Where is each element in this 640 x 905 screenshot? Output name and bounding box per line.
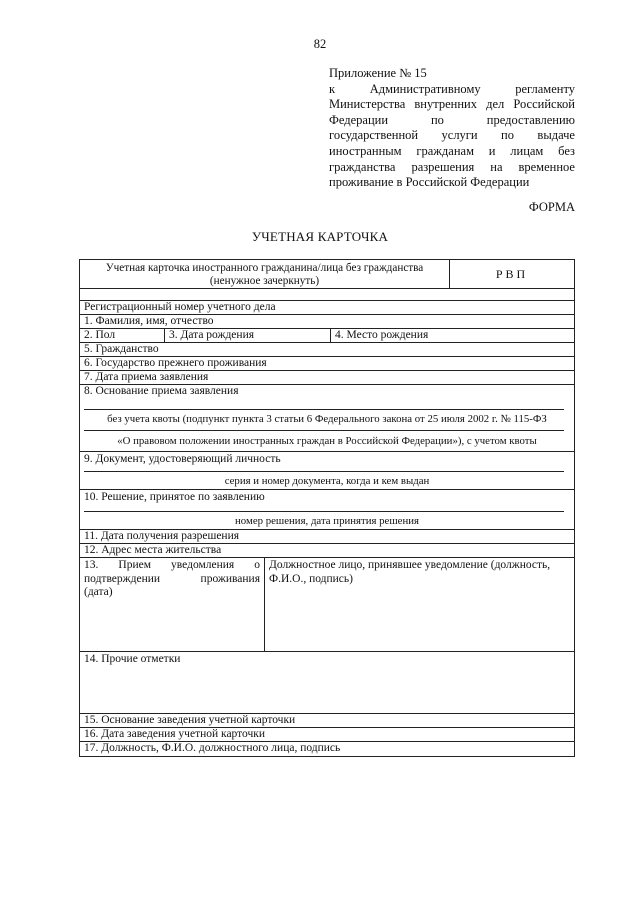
card-basis-row[interactable] (80, 714, 574, 728)
notification-date-cell[interactable]: 13. Прием уведомления о подтверждении проживания (дата) (84, 559, 260, 598)
appendix-line-1: к Административному регламенту (329, 81, 575, 96)
previous-country-label: 6. Государство прежнего проживания (84, 357, 267, 369)
official-signature-row[interactable] (80, 742, 574, 756)
application-date-label: 7. Дата приема заявления (84, 371, 209, 383)
card-type-label: Учетная карточка иностранного гражданина/лица без гражданства (105, 262, 424, 274)
appendix-block (329, 66, 575, 191)
decision-blank[interactable] (84, 511, 564, 512)
basis-option-quota: «О правовом положении иностранных граждан в Российской Федерации»), с учетом квоты (117, 435, 537, 447)
other-notes-label: 14. Прочие отметки (84, 653, 181, 665)
identity-document-label: 9. Документ, удостоверяющий личность (84, 453, 281, 465)
basis-blank-line-2[interactable] (84, 430, 564, 431)
birth-date-cell[interactable]: 3. Дата рождения (164, 329, 330, 342)
identity-document-caption: серия и номер документа, когда и кем выдан (224, 475, 430, 487)
gender-cell[interactable]: 2. Пол (84, 329, 116, 341)
card-date-label: 16. Дата заведения учетной карточки (84, 728, 266, 740)
application-basis-row (80, 385, 574, 452)
decision-label: 10. Решение, принятое по заявлению (84, 491, 265, 503)
reg-number-row[interactable] (80, 301, 574, 315)
appendix-line-4: государственной услуги по выдаче (329, 128, 575, 143)
appendix-line-7: проживание в Российской Федерации (329, 175, 530, 190)
permit-date-label: 11. Дата получения разрешения (84, 530, 240, 542)
appendix-title: Приложение № 15 (329, 66, 427, 80)
application-basis-label: 8. Основание приема заявления (84, 385, 239, 397)
identity-document-blank[interactable] (84, 471, 564, 472)
full-name-row[interactable] (80, 315, 574, 329)
card-title: УЧЕТНАЯ КАРТОЧКА (251, 229, 389, 244)
spacer-row (80, 289, 574, 301)
basis-option-quota-free: без учета квоты (подпункт пункта 3 статьи 6 Федерального закона от 25 июля 2002 г. № 115-ФЗ (107, 413, 547, 425)
other-notes-row[interactable] (80, 652, 574, 714)
reg-number-label: Регистрационный номер учетного дела (84, 301, 276, 313)
permit-date-row[interactable] (80, 530, 574, 544)
appendix-line-6: гражданства разрешения на временное (329, 159, 575, 174)
card-type-note: (ненужное зачеркнуть) (209, 275, 320, 287)
decision-row (80, 490, 574, 530)
page-number: 82 (313, 37, 327, 51)
card-date-row[interactable] (80, 728, 574, 742)
basis-blank-line[interactable] (84, 409, 564, 410)
previous-country-row[interactable] (80, 357, 574, 371)
identity-document-row (80, 452, 574, 490)
appendix-line-2: Министерства внутренних дел Российской (329, 97, 575, 112)
citizenship-row[interactable] (80, 343, 574, 357)
registration-card-form (79, 259, 575, 757)
citizenship-label: 5. Гражданство (84, 343, 159, 355)
notification-row (80, 558, 574, 652)
card-type-cell (80, 260, 449, 288)
card-header-row (80, 260, 574, 289)
address-row[interactable] (80, 544, 574, 558)
application-date-row[interactable] (80, 371, 574, 385)
card-code: РВП (495, 266, 529, 281)
gender-birth-row (80, 329, 574, 343)
address-label: 12. Адрес места жительства (84, 544, 222, 556)
appendix-line-5: иностранным гражданам и лицам без (329, 143, 575, 158)
official-signature-label: 17. Должность, Ф.И.О. должностного лица, подпись (84, 742, 341, 754)
notification-officer-cell[interactable]: Должностное лицо, принявшее уведомление (должность, Ф.И.О., подпись) (264, 558, 574, 651)
form-label: ФОРМА (528, 200, 575, 214)
card-basis-label: 15. Основание заведения учетной карточки (84, 714, 296, 726)
birth-place-cell[interactable]: 4. Место рождения (330, 329, 574, 342)
appendix-line-3: Федерации по предоставлению (329, 112, 575, 127)
full-name-label: 1. Фамилия, имя, отчество (84, 315, 214, 327)
card-code-cell (449, 260, 574, 288)
decision-caption: номер решения, дата принятия решения (235, 515, 419, 527)
